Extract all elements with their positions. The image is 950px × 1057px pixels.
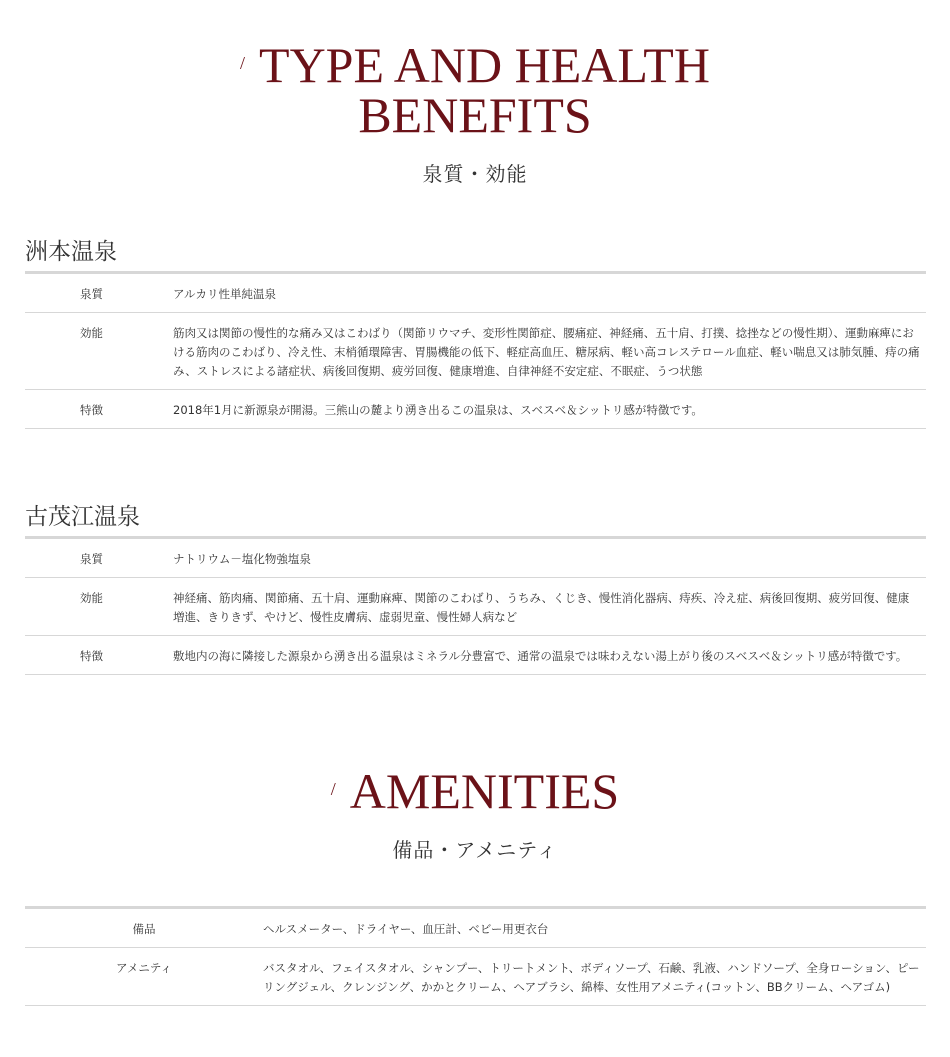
table-row <box>25 313 926 390</box>
table-row <box>25 948 926 1006</box>
table-row <box>25 908 926 948</box>
amenities-heading <box>0 763 950 863</box>
row-label: 効能 <box>25 578 173 636</box>
row-label: 備品 <box>25 908 263 948</box>
table-row <box>25 636 926 675</box>
row-value: アルカリ性単純温泉 <box>173 273 926 313</box>
row-value: 神経痛、筋肉痛、関節痛、五十肩、運動麻痺、関節のこわばり、うちみ、くじき、慢性消化器病、痔疾、冷え症、病後回復期、疲労回復、健康増進、きりきず、やけど、慢性皮膚病、虚弱児童、慢性婦人病など <box>173 578 926 636</box>
row-value: ナトリウム－塩化物強塩泉 <box>173 538 926 578</box>
spring-table-komoe <box>25 536 926 675</box>
row-label: 泉質 <box>25 538 173 578</box>
spring-title-komoe: 古茂江温泉 <box>25 504 140 530</box>
type-health-heading <box>0 37 950 187</box>
spring-title-sumoto: 洲本温泉 <box>25 239 117 265</box>
type-health-title-line2: BENEFITS <box>358 87 592 143</box>
table-row <box>25 273 926 313</box>
type-health-title <box>0 37 950 143</box>
row-value: 2018年1月に新源泉が開湯。三熊山の麓より湧き出るこの温泉は、スベスベ＆シットリ感が特徴です。 <box>173 390 926 429</box>
heading-slash: / <box>330 779 336 799</box>
amenities-subtitle: 備品・アメニティ <box>392 838 558 862</box>
row-value: 筋肉又は関節の慢性的な痛み又はこわばり（関節リウマチ、変形性関節症、腰痛症、神経痛、五十肩、打撲、捻挫などの慢性期）、運動麻痺における筋肉のこわばり、冷え性、末梢循環障害、胃腸機能の低下、軽症高血圧、糖尿病、軽い高コレステロール血症、軽い喘息又は肺気腫、痔の痛み、ストレスによる諸症状、病後回復期、疲労回復、健康増進、自律神経不安定症、不眠症、うつ状態 <box>173 313 926 390</box>
row-value: 敷地内の海に隣接した源泉から湧き出る温泉はミネラル分豊富で、通常の温泉では味わえない湯上がり後のスベスベ＆シットリ感が特徴です。 <box>173 636 926 675</box>
row-value: ヘルスメーター、ドライヤー、血圧計、ベビー用更衣台 <box>263 908 926 948</box>
amenities-title-text: AMENITIES <box>349 763 620 819</box>
row-label: 効能 <box>25 313 173 390</box>
row-value: バスタオル、フェイスタオル、シャンプー、トリートメント、ボディソープ、石鹸、乳液、ハンドソープ、全身ローション、ピーリングジェル、クレンジング、かかとクリーム、ヘアブラシ、綿棒、女性用アメニティ(コットン、BBクリーム、ヘアゴム) <box>263 948 926 1006</box>
row-label: 泉質 <box>25 273 173 313</box>
amenities-title <box>0 763 950 819</box>
table-row <box>25 390 926 429</box>
row-label: 特徴 <box>25 636 173 675</box>
table-row <box>25 538 926 578</box>
spring-table-sumoto <box>25 271 926 429</box>
row-label: アメニティ <box>25 948 263 1006</box>
amenities-table <box>25 906 926 1006</box>
heading-slash: / <box>240 53 246 73</box>
type-health-title-line1: TYPE AND HEALTH <box>259 37 710 93</box>
table-row <box>25 578 926 636</box>
type-health-subtitle: 泉質・効能 <box>422 162 528 186</box>
row-label: 特徴 <box>25 390 173 429</box>
